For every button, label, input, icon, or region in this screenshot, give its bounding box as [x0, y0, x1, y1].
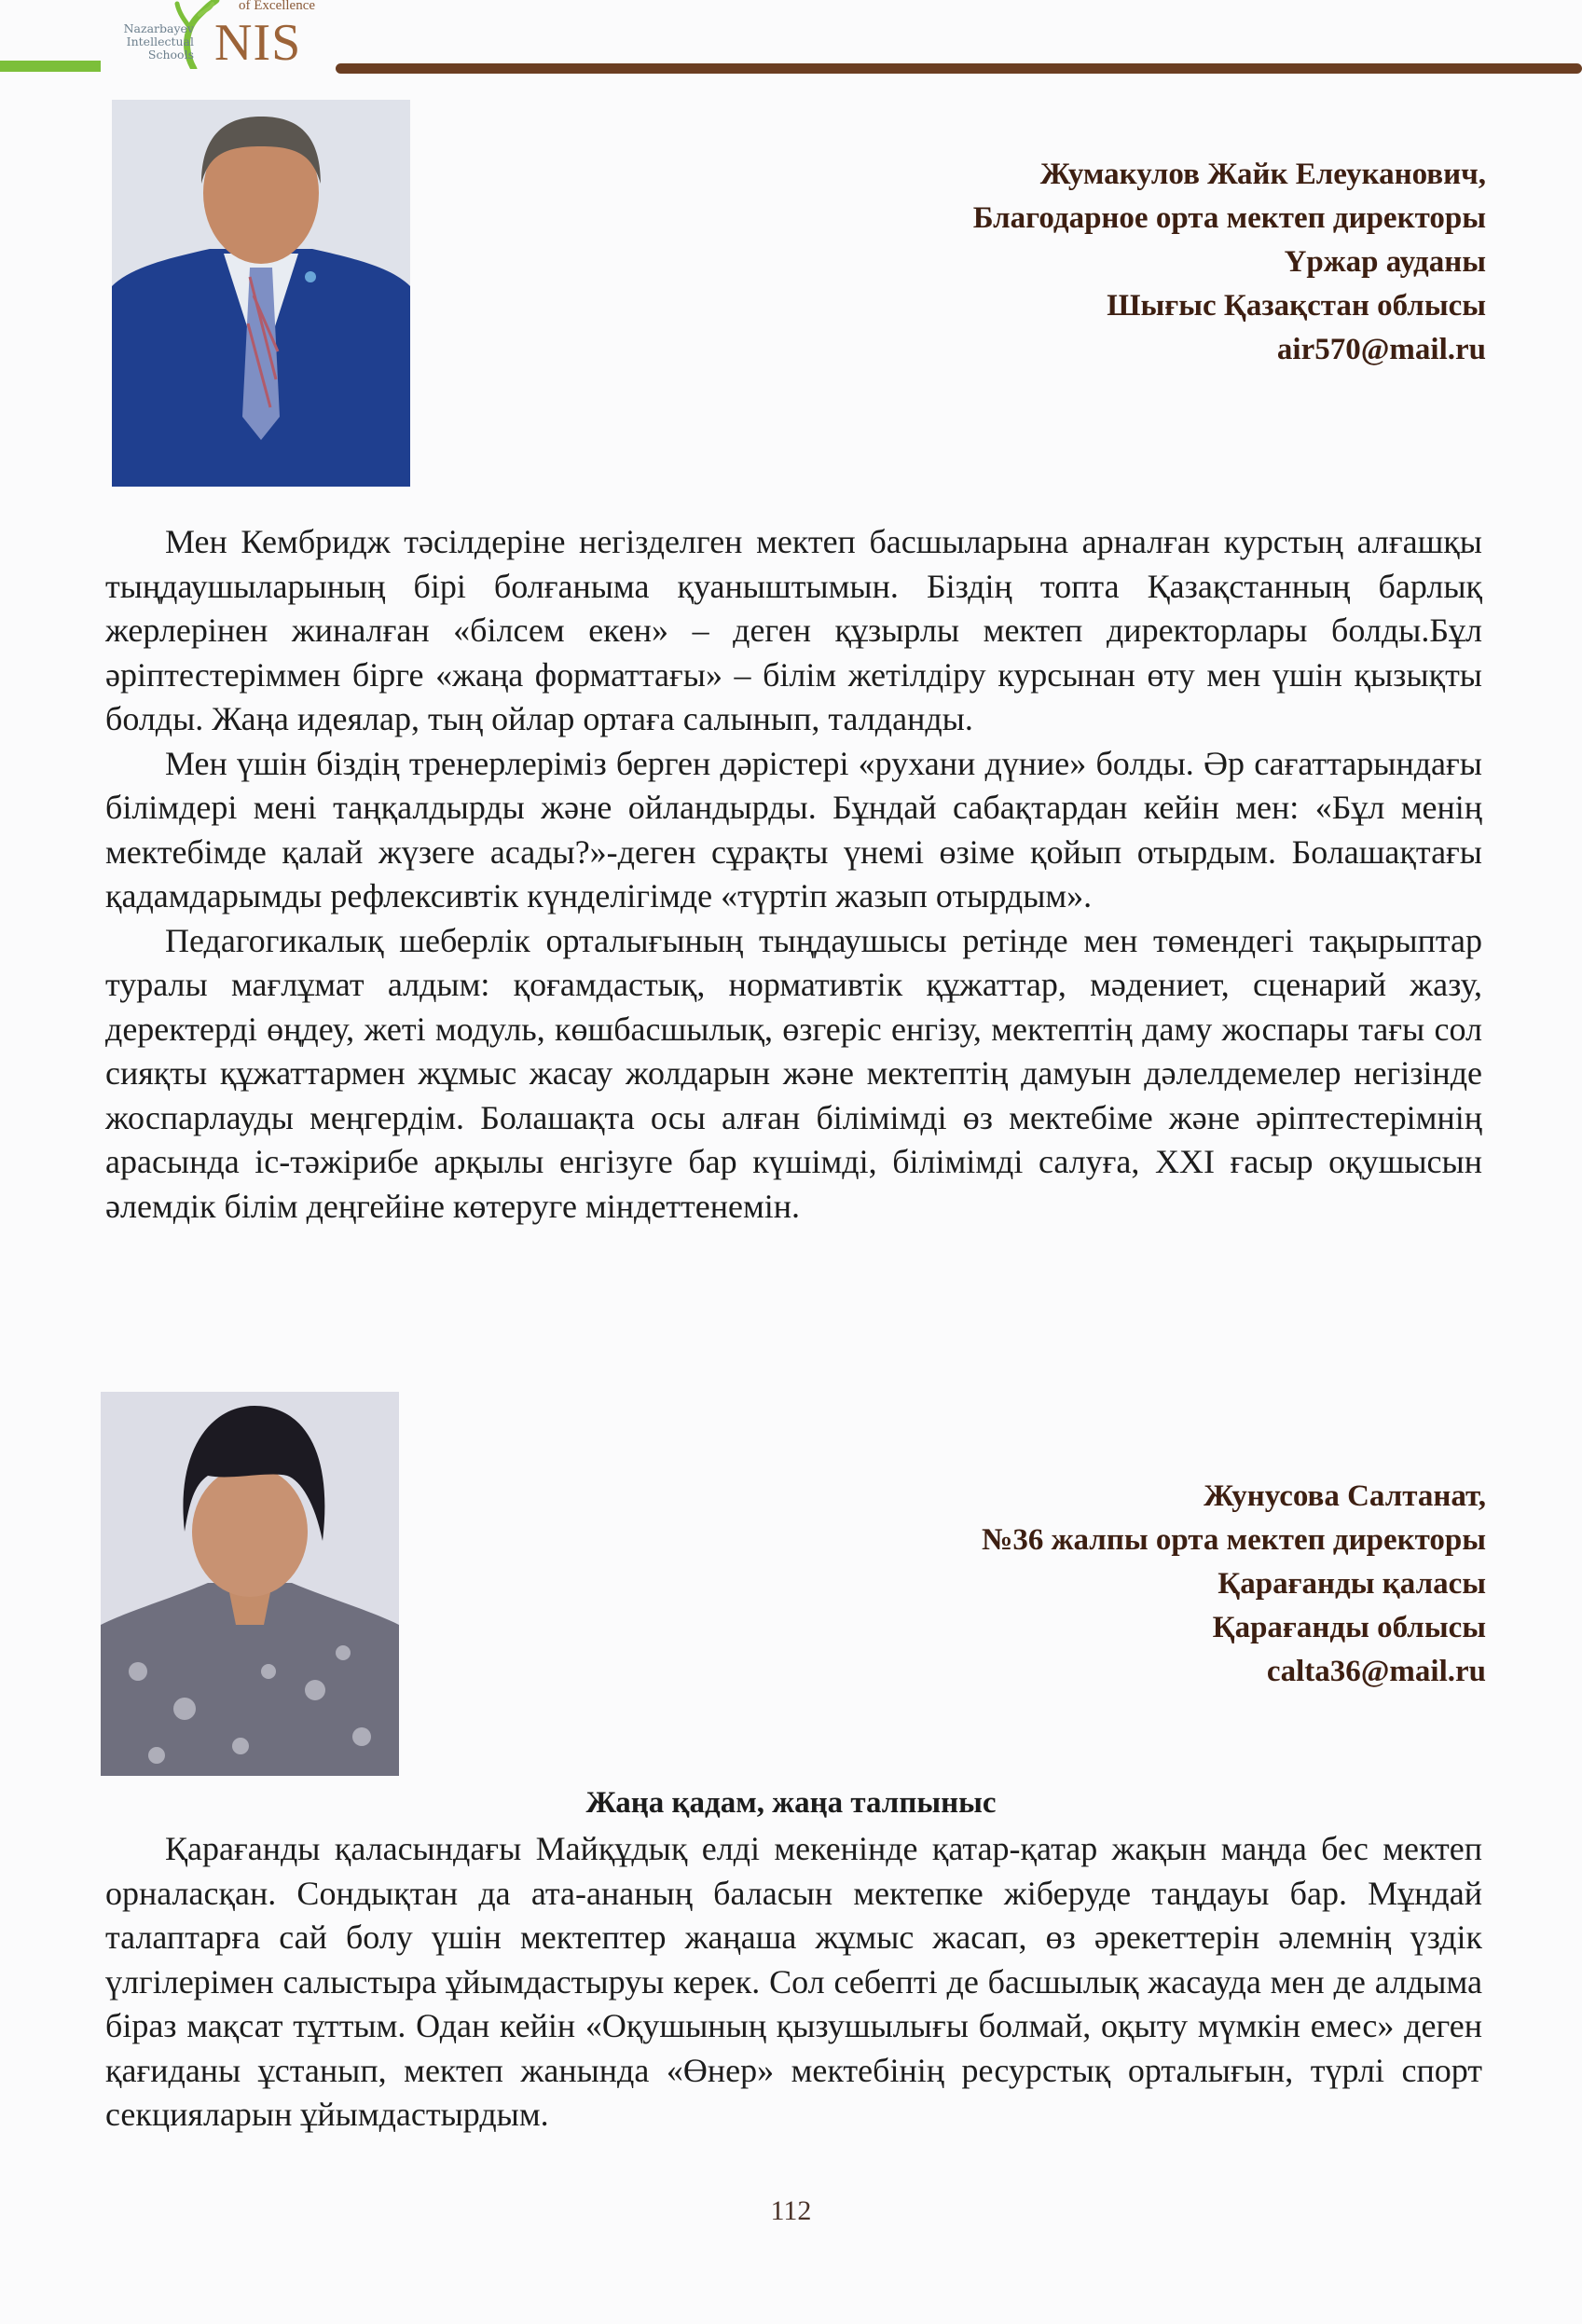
article-body-1 [105, 520, 1482, 1229]
author-name: Жунусова Салтанат, [1204, 1479, 1486, 1513]
author-photo-1 [112, 100, 410, 487]
author-city: Қарағанды қаласы [1217, 1567, 1486, 1601]
article-title: Жаңа қадам, жаңа талпыныс [585, 1786, 997, 1820]
logo-line: Intellectual [126, 34, 194, 48]
portrait-man-icon [112, 100, 410, 487]
author-photo-2 [101, 1392, 399, 1776]
author-email[interactable]: calta36@mail.ru [1266, 1655, 1486, 1688]
article-body-2 [105, 1827, 1482, 2138]
logo-tagline: of Excellence [239, 0, 316, 13]
logo-line: Nazarbayev [123, 21, 194, 35]
author-info-1 [973, 153, 1486, 372]
portrait-woman-icon [101, 1392, 399, 1776]
author-position: Благодарное орта мектеп директоры [972, 201, 1486, 235]
paragraph: Педагогикалық шеберлік орталығының тыңдаушысы ретінде мен төмендегі тақырыптар туралы мағлұмат алдым: қоғамдастық, нормативтік құжаттар, мәдениет, сценарий жазу, деректерді өңдеу, жеті модуль, көшбасшылық, өзгеріс енгізу, мектептің даму жоспары тағы сол сияқты құжаттармен жұмыс жасау жолдарын және мектептің дамуын дәлелдемелер негізінде жоспарлауды меңгердім. Болашақта осы алған білімімді өз мектебіме және әріптестерімнің арасында іс-тәжірибе арқылы енгізуге бар күшімді, білімімді салуға, XXI ғасыр оқушысын әлемдік білім деңгейіне көтеруге міндеттенемін. [105, 921, 1482, 1225]
logo-org-name [110, 22, 194, 62]
author-email[interactable]: air570@mail.ru [1276, 333, 1486, 366]
logo-line: Schools [147, 48, 194, 62]
logo-abbreviation: NIS [214, 14, 302, 72]
header-brown-rule [336, 63, 1582, 74]
author-region: Қарағанды облысы [1212, 1611, 1486, 1644]
author-region: Шығыс Қазақстан облысы [1107, 289, 1486, 323]
author-position: №36 жалпы орта мектеп директоры [982, 1523, 1486, 1557]
paragraph: Мен үшін біздің тренерлеріміз берген дәрістері «рухани дүние» болды. Әр сағаттарындағы білімдері мені таңқалдырды және ойландырды. Бұндай сабақтардан кейін мен: «Бұл менің мектебімде қалай жүзеге асады?»-деген сұрақты үнемі өзіме қойып отырдым. Болашақтағы қадамдарымды рефлексивтік күнделігімде «түртіп жазып отырдым». [105, 744, 1482, 914]
author-name: Жумакулов Жайк Елеуканович, [1039, 158, 1486, 191]
page-number: 112 [770, 2195, 812, 2226]
paragraph: Мен Кембридж тәсілдеріне негізделген мектеп басшыларына арналған курстың алғашқы тыңдаушыларының бірі болғаныма қуаныштымын. Біздің топта Қазақстанның барлық жерлерінен жиналған «білсем екен» – деген құзырлы мектеп директорлары болды.Бұл әріптестеріммен бірге «жаңа форматтағы» – білім жетілдіру курсынан өту мен үшін қызықты болды. Жаңа идеялар, тың ойлар ортаға салынып, талданды. [105, 523, 1482, 737]
header-green-rule [0, 61, 101, 72]
author-district: Үржар ауданы [1284, 245, 1486, 279]
author-info-2 [982, 1475, 1486, 1694]
paragraph: Қарағанды қаласындағы Майқұдық елді мекенінде қатар-қатар жақын маңда бес мектеп орналасқан. Сондықтан да ата-ананың баласын мектепке жіберуде таңдауы бар. Мұндай талаптарға сай болу үшін мектептер жаңаша жұмыс жасап, өз әрекеттерін әлемнің үздік үлгілерімен салыстыра ұйымдастыруы керек. Сол себепті де басшылық жасауда мен де алдыма біраз мақсат тұттым. Одан кейін «Оқушының қызушылығы болмай, оқыту мүмкін емес» деген қағиданы ұстанып, мектеп жанында «Өнер» мектебінің ресурстық орталығын, түрлі спорт секцияларын ұйымдастырдым. [105, 1830, 1482, 2133]
